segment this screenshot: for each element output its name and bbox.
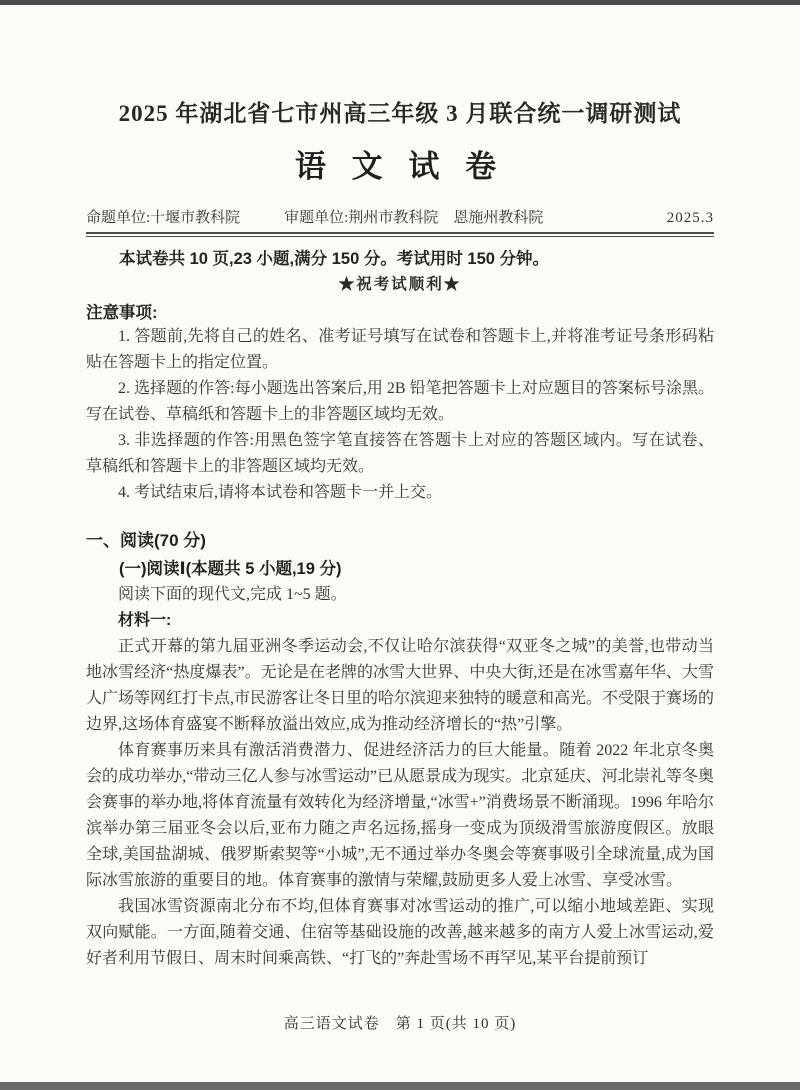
paper-content	[86, 0, 714, 972]
page-footer: 高三语文试卷 第 1 页(共 10 页)	[283, 1016, 517, 1032]
notice-list	[86, 324, 714, 506]
subject-title: 语 文 试 卷	[294, 149, 506, 184]
material-one-label: 材料一:	[118, 612, 172, 629]
exam-date: 2025.3	[666, 210, 714, 226]
notice-item: 4. 考试结束后,请将本试卷和答题卡一并上交。	[118, 484, 443, 501]
notice-title: 注意事项:	[86, 304, 158, 322]
double-rule-divider	[86, 232, 714, 237]
material-paragraph: 正式开幕的第九届亚洲冬季运动会,不仅让哈尔滨获得“双亚冬之城”的美誉,也带动当地冰雪经济“热度爆表”。无论是在老牌的冰雪大世界、中央大街,还是在冰雪嘉年华、大雪人广场等网红打卡点,市民游客让冬日里的哈尔滨迎来独特的暖意和高光。不受限于赛场的边界,这场体育盛宴不断释放溢出效应,成为推动经济增长的“热”引擎。	[86, 638, 715, 733]
exam-title: 2025 年湖北省七市州高三年级 3 月联合统一调研测试	[118, 101, 682, 126]
reading-instruction: 阅读下面的现代文,完成 1~5 题。	[118, 586, 347, 603]
notice-item: 3. 非选择题的作答:用黑色签字笔直接答在答题卡上对应的答题区域内。写在试卷、草稿纸和答题卡上的非答题区域均无效。	[86, 432, 714, 475]
subsection-title: (一)阅读Ⅰ(本题共 5 小题,19 分)	[119, 560, 342, 578]
notice-item: 2. 选择题的作答:每小题选出答案后,用 2B 铅笔把答题卡上对应题目的答案标号涂黑。写在试卷、草稿纸和答题卡上的非答题区域均无效。	[86, 380, 714, 423]
setter-unit: 命题单位:十堰市教科院	[86, 210, 241, 226]
paper-summary: 本试卷共 10 页,23 小题,满分 150 分。考试用时 150 分钟。	[119, 250, 550, 268]
blessing-line: ★祝考试顺利★	[338, 276, 462, 293]
material-paragraph: 体育赛事历来具有激活消费潜力、促进经济活力的巨大能量。随着 2022 年北京冬奥会的成功举办,“带动三亿人参与冰雪运动”已从愿景成为现实。北京延庆、河北崇礼等冬奥会赛事的举办地,将体育流量有效转化为经济增量,“冰雪+”消费场景不断涌现。1996 年哈尔滨举办第三届亚冬会以后,亚布力随之声名远扬,摇身一变成为顶级滑雪旅游度假区。放眼全球,美国盐湖城、俄罗斯索契等“小城”,无不通过举办冬奥会等赛事吸引全球流量,成为国际冰雪旅游的重要目的地。体育赛事的激情与荣耀,鼓励更多人爱上冰雪、享受冰雪。	[86, 742, 714, 889]
notice-item: 1. 答题前,先将自己的姓名、准考证号填写在试卷和答题卡上,并将准考证号条形码粘贴在答题卡上的指定位置。	[86, 328, 714, 371]
reviewer-units: 审题单位:荆州市教科院 恩施州教科院	[284, 210, 544, 226]
material-paragraph: 我国冰雪资源南北分布不均,但体育赛事对冰雪运动的推广,可以缩小地域差距、实现双向赋能。一方面,随着交通、住宿等基础设施的改善,越来越多的南方人爱上冰雪运动,爱好者利用节假日、周末时间乘高铁、“打飞的”奔赴雪场不再罕见,某平台提前预订	[86, 898, 714, 967]
material-paragraphs	[86, 634, 714, 972]
scan-edge-bottom	[0, 1082, 800, 1090]
issuer-row	[86, 208, 714, 228]
section-one-title: 一、阅读(70 分)	[86, 531, 206, 550]
